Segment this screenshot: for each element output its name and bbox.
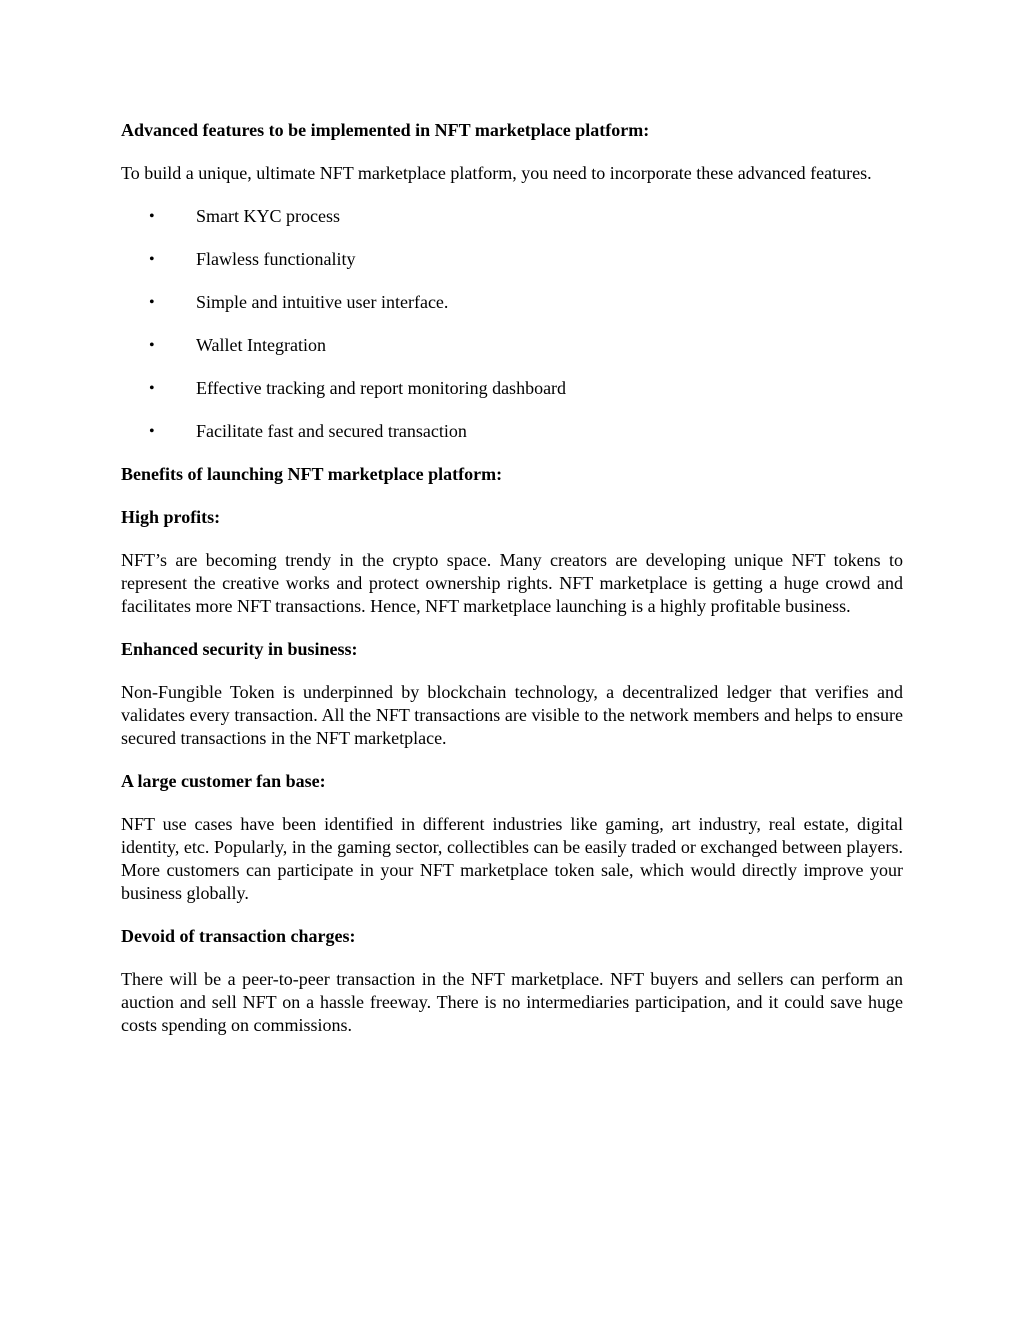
list-item-text: Facilitate fast and secured transaction [196, 421, 467, 441]
bullet-icon: • [149, 380, 155, 397]
list-item-text: Smart KYC process [196, 206, 340, 226]
list-item-text: Effective tracking and report monitoring dashboard [196, 378, 567, 398]
list-item [121, 291, 903, 314]
section-paragraph-high-profits: NFT’s are becoming trendy in the crypto space. Many creators are developing unique NFT tokens to represent the creative works and protect ownership rights. NFT marketplace is getting a huge crowd and facilitates more NFT transactions. Hence, NFT marketplace launching is a highly profitable business. [121, 550, 903, 616]
bullet-icon: • [149, 251, 155, 268]
list-item [121, 377, 903, 400]
list-item [121, 248, 903, 271]
section-heading-benefits: Benefits of launching NFT marketplace platform: [121, 464, 503, 484]
section-heading-enhanced-security: Enhanced security in business: [121, 639, 358, 659]
document-page [121, 119, 903, 1057]
list-item-text: Simple and intuitive user interface. [196, 292, 449, 312]
section-paragraph-customer-fan-base: NFT use cases have been identified in different industries like gaming, art industry, real estate, digital identity, etc. Popularly, in the gaming sector, collectibles can be easily traded or exchanged between players. More customers can participate in your NFT marketplace token sale, which would directly improve your business globally. [121, 814, 903, 903]
section-heading-transaction-charges: Devoid of transaction charges: [121, 926, 356, 946]
list-item-text: Wallet Integration [196, 335, 326, 355]
list-item-text: Flawless functionality [196, 249, 356, 269]
bullet-icon: • [149, 337, 155, 354]
bullet-icon: • [149, 423, 155, 440]
section-heading-customer-fan-base: A large customer fan base: [121, 771, 326, 791]
section-heading-high-profits: High profits: [121, 507, 221, 527]
section-paragraph-transaction-charges: There will be a peer-to-peer transaction in the NFT marketplace. NFT buyers and sellers can perform an auction and sell NFT on a hassle freeway. There is no intermediaries participation, and it could save huge costs spending on commissions. [121, 969, 903, 1035]
section-paragraph-enhanced-security: Non-Fungible Token is underpinned by blockchain technology, a decentralized ledger that verifies and validates every transaction. All the NFT transactions are visible to the network members and helps to ensure secured transactions in the NFT marketplace. [121, 682, 903, 748]
section-heading-advanced-features: Advanced features to be implemented in NFT marketplace platform: [121, 120, 650, 140]
bullet-icon: • [149, 208, 155, 225]
list-item [121, 334, 903, 357]
bullet-icon: • [149, 294, 155, 311]
feature-bullet-list [121, 205, 903, 443]
list-item [121, 205, 903, 228]
list-item [121, 420, 903, 443]
section-paragraph-advanced-features: To build a unique, ultimate NFT marketplace platform, you need to incorporate these advanced features. [121, 163, 872, 183]
